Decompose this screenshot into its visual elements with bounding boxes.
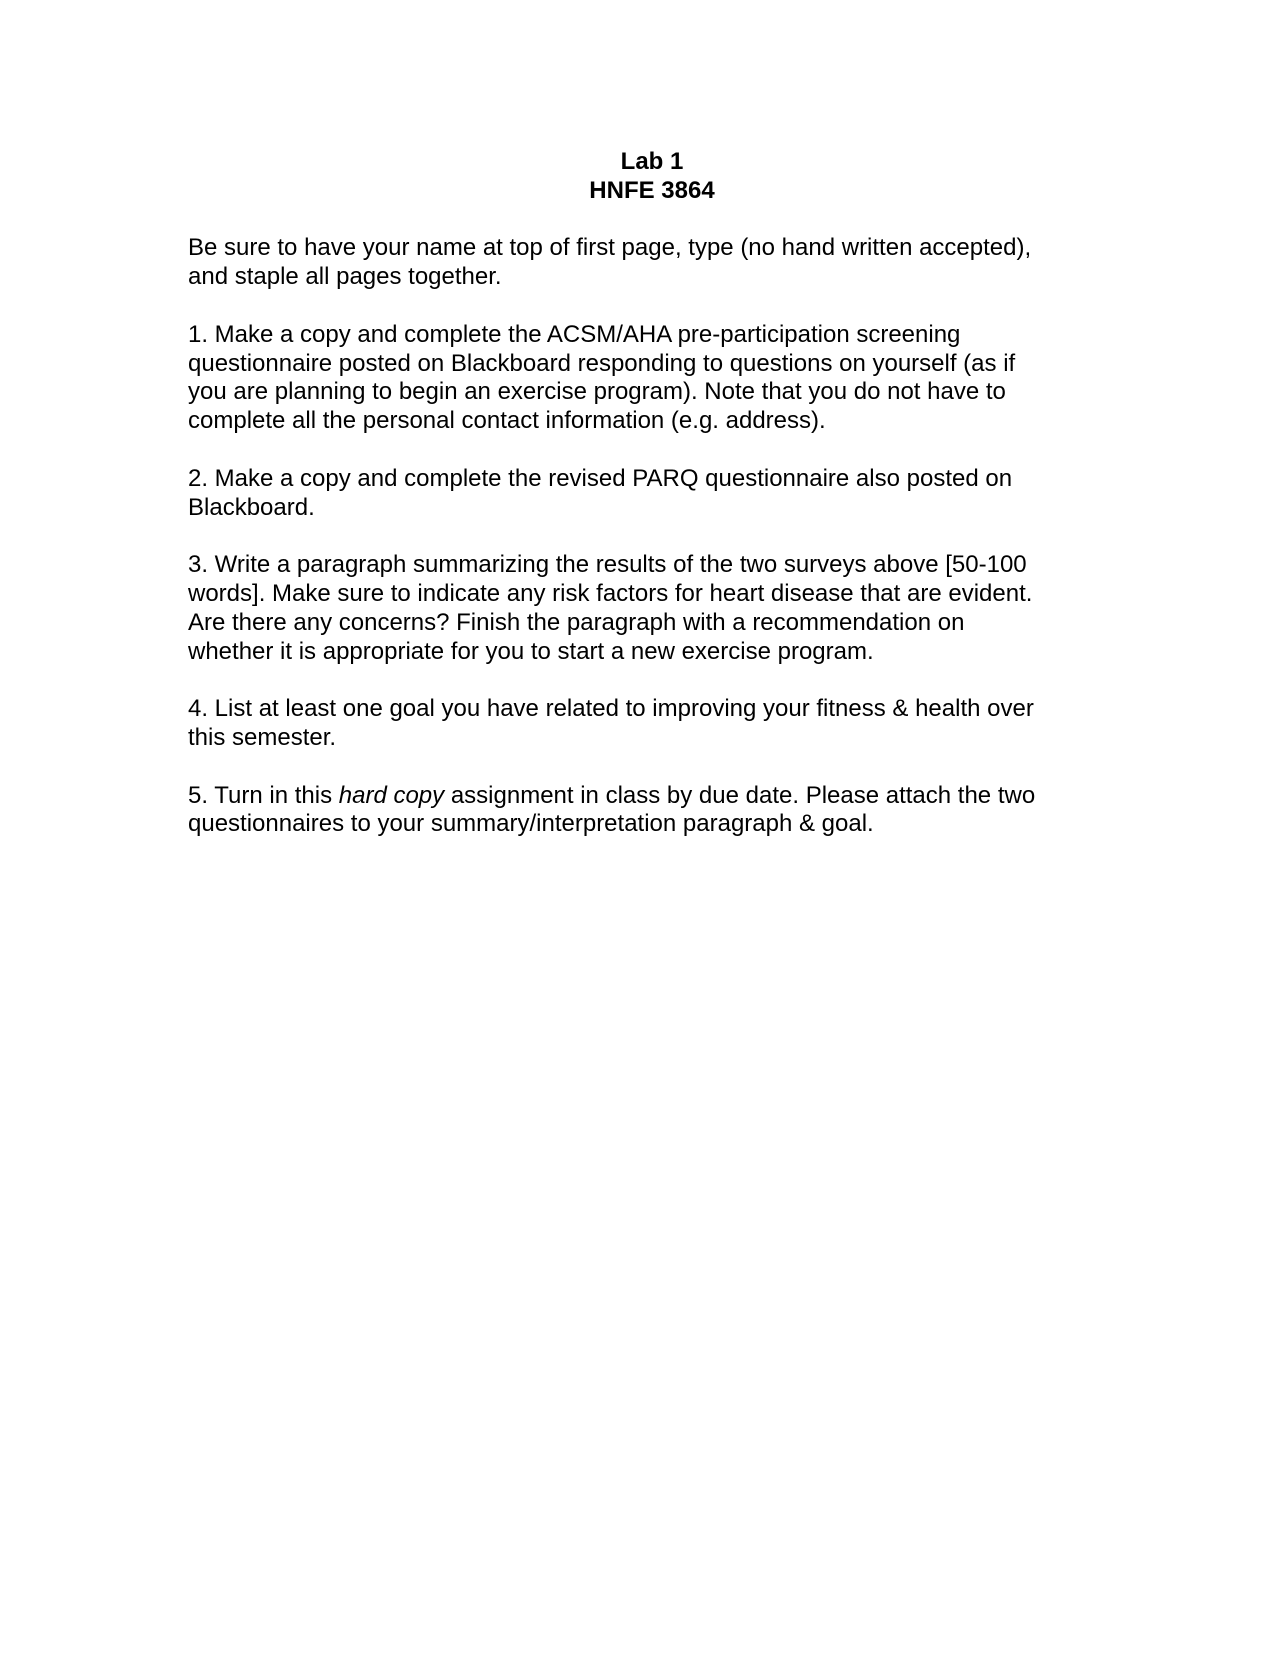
item-5-line-2: questionnaires to your summary/interpretation paragraph & goal.	[188, 810, 874, 838]
item-4-line: this semester.	[188, 723, 337, 751]
item-5-text-after: assignment in class by due date. Please attach the two	[444, 781, 1036, 809]
intro-paragraph	[188, 234, 1088, 292]
item-3-line: 3. Write a paragraph summarizing the results of the two surveys above [50-100	[188, 551, 1027, 579]
item-1-line: 1. Make a copy and complete the ACSM/AHA pre-participation screening	[188, 320, 961, 348]
item-2-line: Blackboard.	[188, 493, 315, 521]
document-content	[188, 148, 1088, 839]
item-4-paragraph	[188, 695, 1088, 753]
intro-line: Be sure to have your name at top of first page, type (no hand written accepted),	[188, 234, 1032, 262]
item-5-italic-text: hard copy	[338, 781, 445, 809]
item-5-text-before: 5. Turn in this	[188, 781, 339, 809]
item-3-line: Are there any concerns? Finish the paragraph with a recommendation on	[188, 608, 965, 636]
item-1-line: you are planning to begin an exercise program). Note that you do not have to	[188, 378, 1006, 406]
item-3-paragraph	[188, 551, 1088, 666]
item-2-line: 2. Make a copy and complete the revised PARQ questionnaire also posted on	[188, 464, 1013, 492]
title-line-1: Lab 1	[620, 148, 684, 175]
item-5-line-1	[188, 782, 1088, 811]
item-4-line: 4. List at least one goal you have related to improving your fitness & health over	[188, 695, 1034, 723]
title-line-2: HNFE 3864	[589, 176, 715, 204]
item-3-line: words]. Make sure to indicate any risk factors for heart disease that are evident.	[188, 579, 1033, 607]
item-1-paragraph	[188, 321, 1088, 436]
intro-line: and staple all pages together.	[188, 263, 502, 291]
item-5-paragraph	[188, 782, 1088, 840]
item-2-paragraph	[188, 465, 1088, 523]
item-1-line: complete all the personal contact information (e.g. address).	[188, 407, 826, 435]
item-1-line: questionnaire posted on Blackboard responding to questions on yourself (as if	[188, 349, 1016, 377]
item-3-line: whether it is appropriate for you to start a new exercise program.	[188, 637, 874, 665]
